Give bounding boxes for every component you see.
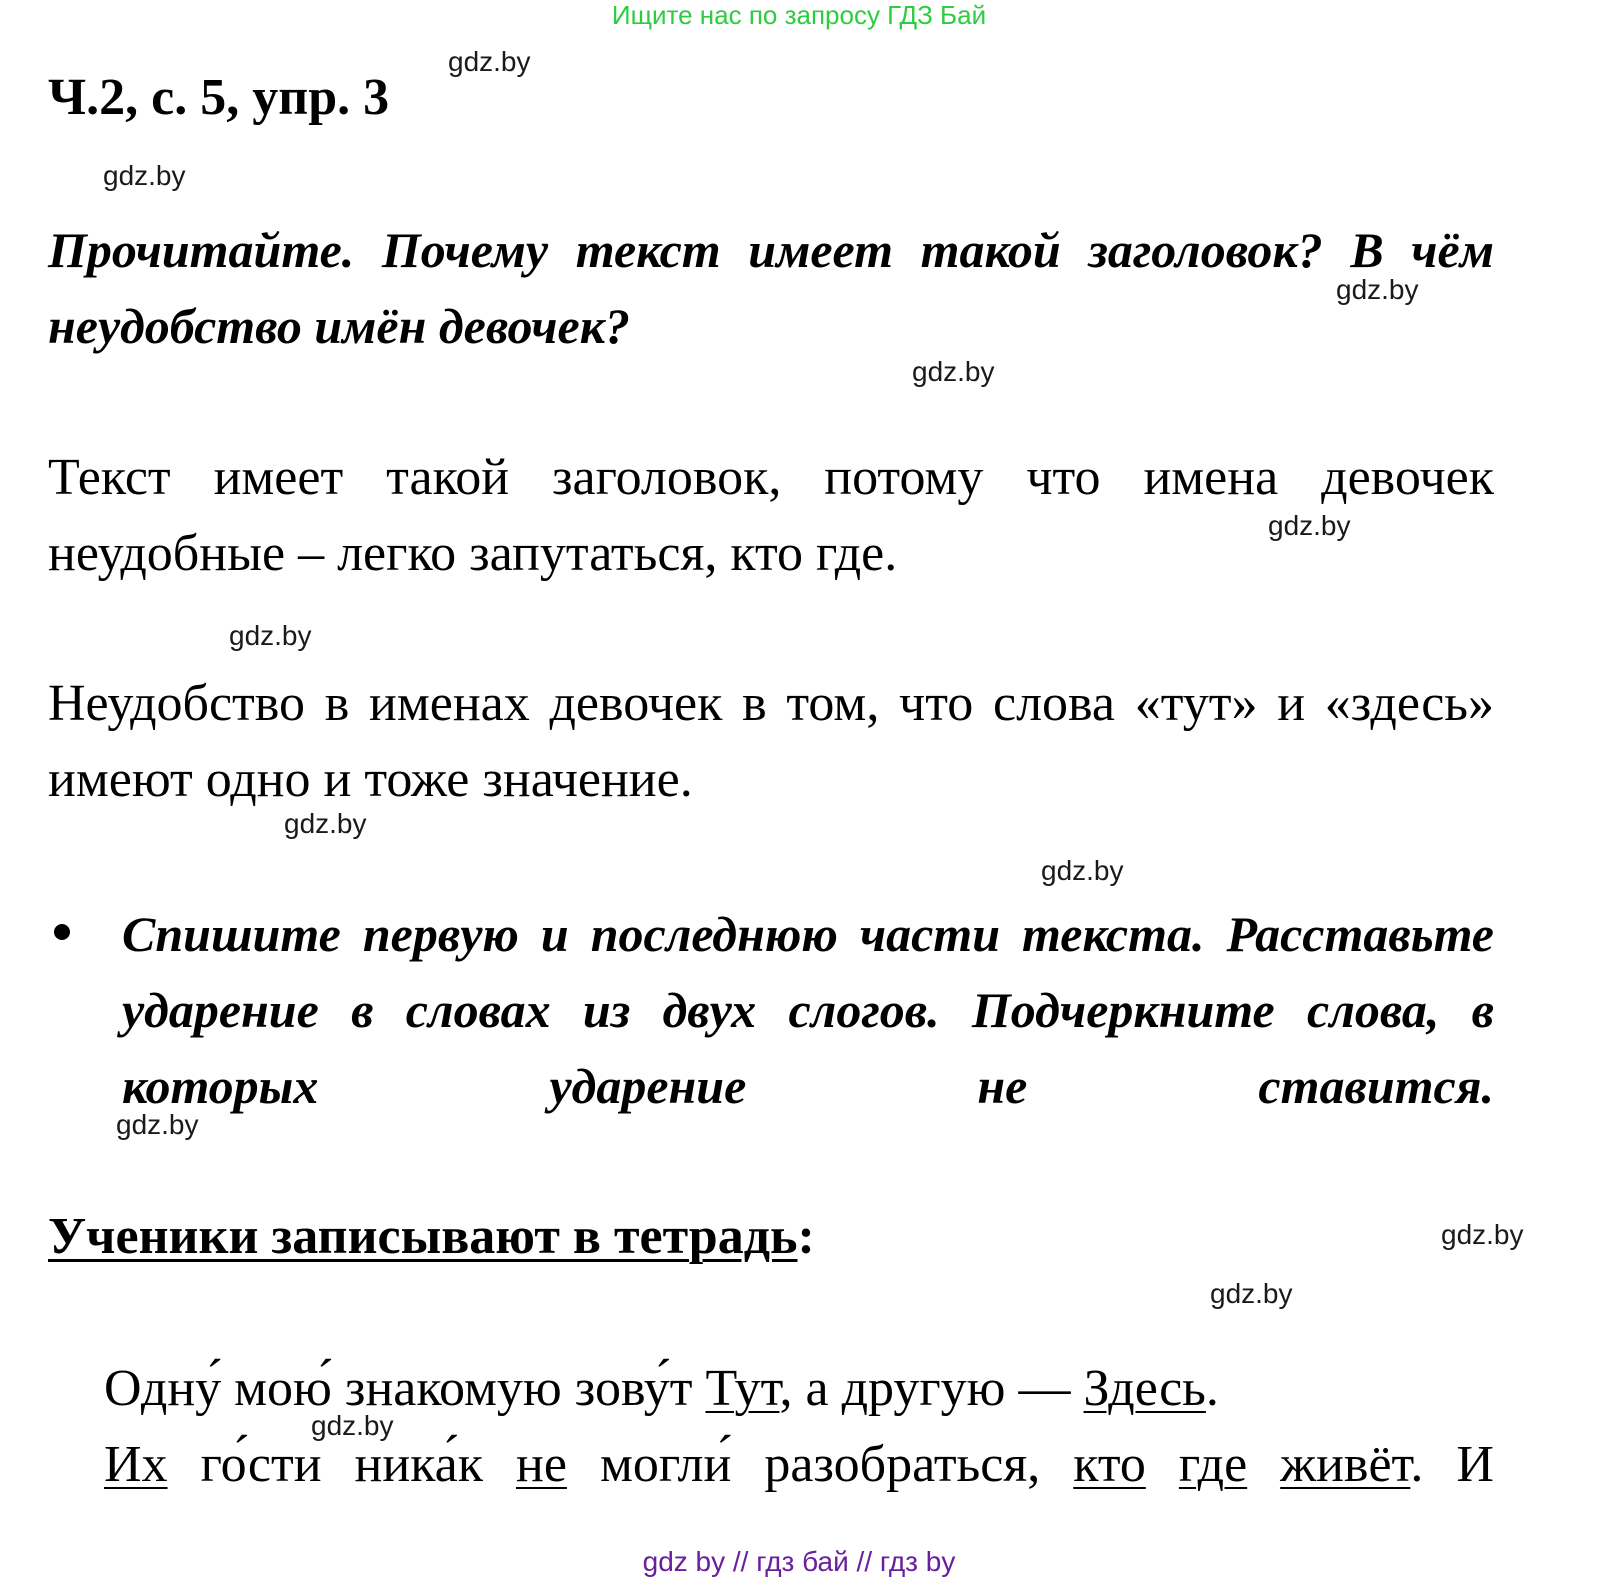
bullet-task (48, 896, 1494, 1136)
nb-text: . (1205, 1360, 1219, 1417)
watermark: gdz.by (229, 620, 312, 651)
notebook-heading-colon: : (797, 1208, 815, 1265)
nb-word: могли́ (599, 1436, 732, 1493)
watermark: gdz.by (1441, 1219, 1524, 1250)
watermark: gdz.by (1210, 1278, 1293, 1309)
nb-word: го́сти (200, 1436, 322, 1493)
nb-underlined-word: Здесь (1083, 1360, 1206, 1417)
nb-underlined-word: где (1178, 1436, 1248, 1493)
notebook-heading (48, 1206, 815, 1268)
nb-punct: . (1410, 1436, 1424, 1493)
top-banner: Ищите нас по запросу ГДЗ Бай (611, 0, 987, 30)
watermark: gdz.by (103, 160, 186, 191)
bullet-task-text: Спишите первую и последнюю части текста. Расставьте ударение в словах из двух слогов. Подчеркните слова, в которых ударение не ставится. (122, 906, 1494, 1114)
watermark: gdz.by (284, 808, 367, 839)
nb-word: ника́к (354, 1436, 484, 1493)
watermark: gdz.by (116, 1109, 199, 1140)
watermark: gdz.by (1041, 855, 1124, 886)
footer-watermark: gdz by // гдз бай // гдз by (642, 1546, 956, 1577)
nb-word-group (1280, 1430, 1423, 1500)
page-title: Ч.2, с. 5, упр. 3 (48, 69, 390, 126)
nb-underlined-word: Тут (705, 1360, 780, 1417)
notebook-line-2 (104, 1430, 1494, 1500)
answer-paragraph-2: Неудобство в именах девочек в том, что слова «тут» и «здесь» имеют одно и тоже значение. (48, 675, 1494, 808)
nb-underlined-word: кто (1073, 1436, 1146, 1493)
nb-word: разобраться, (764, 1436, 1041, 1493)
nb-underlined-word: не (516, 1436, 567, 1493)
notebook-heading-text: Ученики записывают в тетрадь (48, 1208, 798, 1265)
watermark: gdz.by (311, 1410, 394, 1441)
nb-text: , а другую — (779, 1360, 1084, 1417)
task-question: Прочитайте. Почему текст имеет такой заголовок? В чём неудобство имён девочек? (48, 222, 1494, 354)
nb-word: И (1456, 1436, 1494, 1493)
watermark: gdz.by (1336, 274, 1419, 305)
nb-underlined-word: живёт (1280, 1436, 1411, 1493)
nb-text: Одну́ мою́ знакомую зову́т (104, 1360, 706, 1417)
watermark: gdz.by (1268, 510, 1351, 541)
bullet-icon (54, 924, 70, 940)
watermark: gdz.by (912, 356, 995, 387)
answer-paragraph-1: Текст имеет такой заголовок, потому что имена девочек неудобные – легко запутаться, кто где. (48, 449, 1494, 582)
watermark: gdz.by (448, 46, 531, 77)
nb-underlined-word: Их (104, 1436, 168, 1493)
